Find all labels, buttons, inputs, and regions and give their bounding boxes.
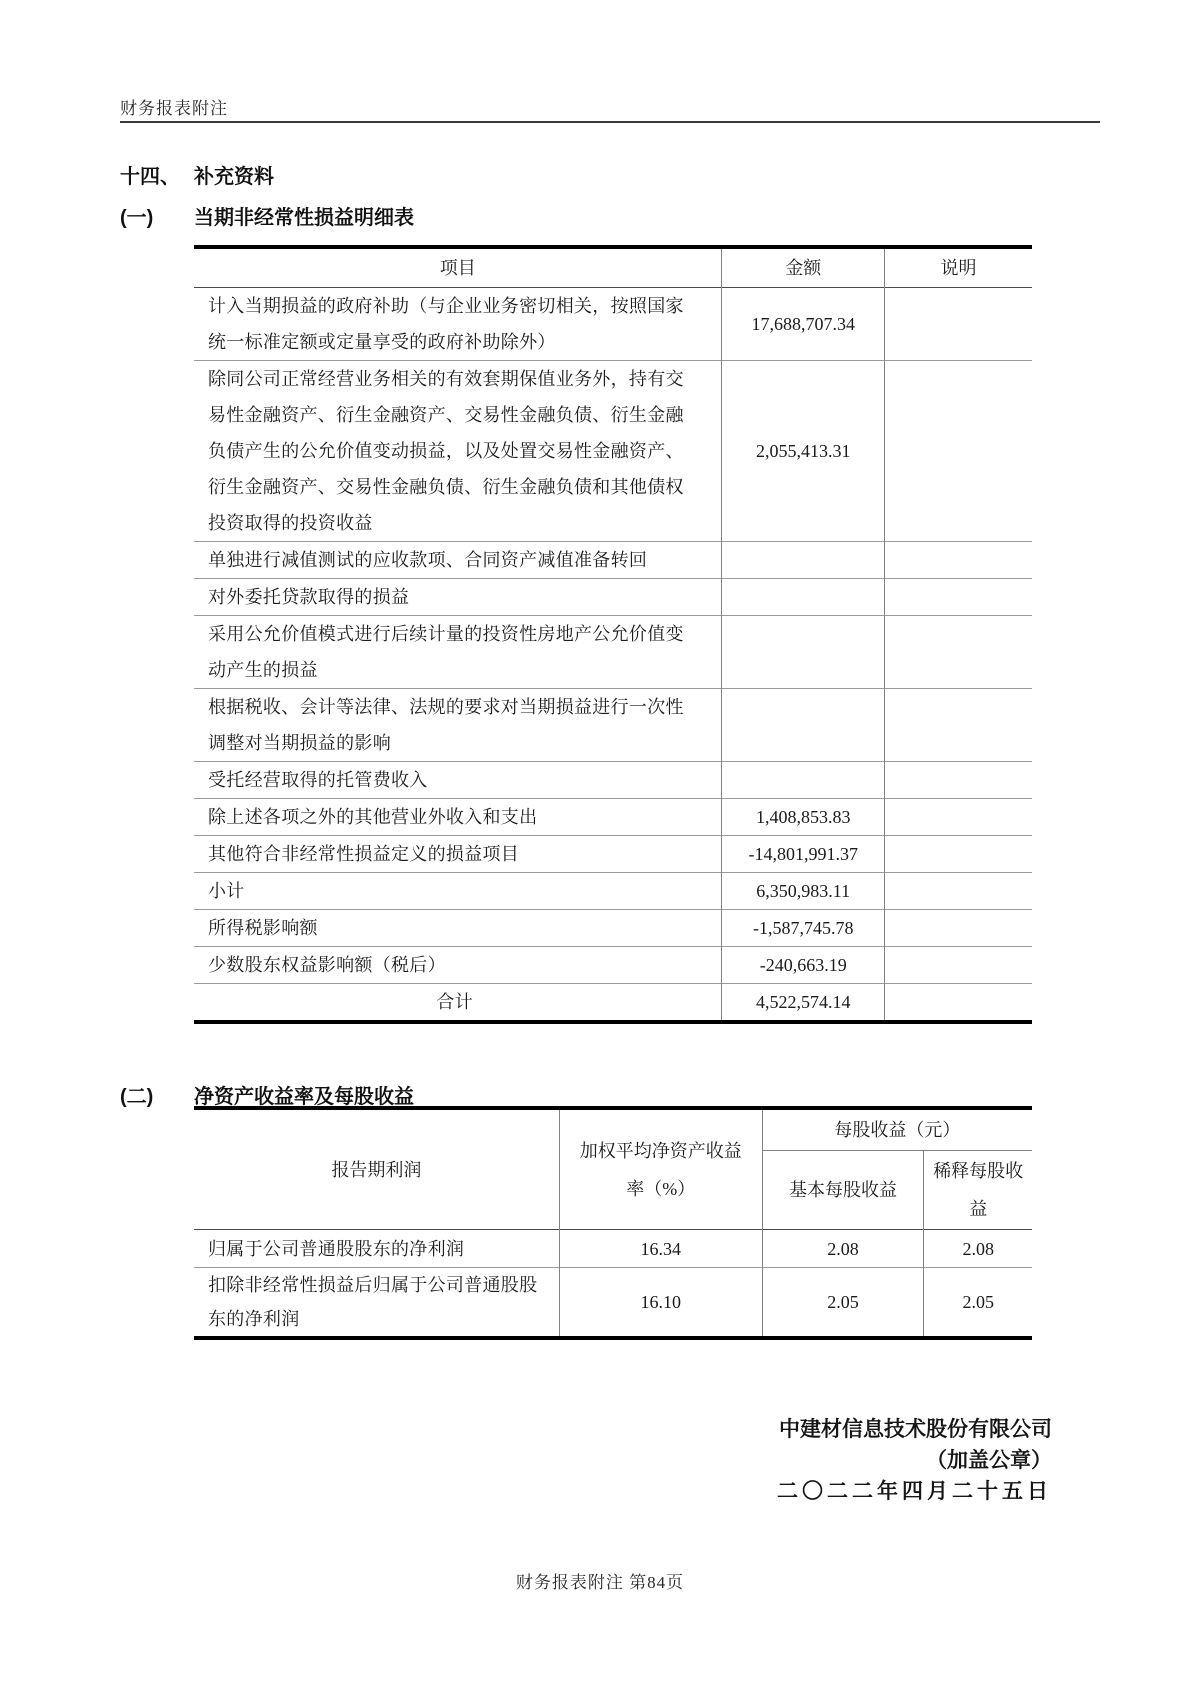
item-cell: 其他符合非经常性损益定义的损益项目 (208, 844, 520, 864)
section-title: 补充资料 (194, 166, 274, 188)
section-heading (120, 160, 274, 189)
note-cell (885, 616, 1033, 689)
item-cell: 所得税影响额 (208, 918, 318, 938)
note-cell (885, 288, 1033, 361)
note-cell (885, 689, 1033, 762)
amount-cell (722, 579, 885, 616)
table2-header-row-1 (194, 1108, 1032, 1151)
amount-cell: -14,801,991.37 (722, 836, 885, 873)
item-cell: 合计 (436, 992, 474, 1012)
subsection-2-title: 净资产收益率及每股收益 (194, 1086, 414, 1108)
amount-cell: 6,350,983.11 (722, 873, 885, 910)
note-cell (885, 799, 1033, 836)
amount-cell (722, 542, 885, 579)
column-header-weighted-roe: 加权平均净资产收益 率（%） (559, 1108, 762, 1230)
amount-cell: 2,055,413.31 (722, 361, 885, 542)
item-cell: 计入当期损益的政府补助（与企业业务密切相关，按照国家统一标准定额或定量享受的政府补助除外） (208, 296, 684, 352)
table-row (194, 1268, 1032, 1339)
column-header-item: 项目 (439, 258, 476, 278)
column-header-diluted-eps: 稀释每股收益 (924, 1151, 1032, 1230)
note-cell (885, 947, 1033, 984)
note-cell (885, 836, 1033, 873)
note-cell (885, 542, 1033, 579)
table-row (194, 689, 1032, 762)
signature-date: 二〇二二年四月二十五日 (777, 1479, 1052, 1503)
header-rule (120, 121, 1100, 123)
page-footer: 财务报表附注 第84页 (515, 1573, 685, 1592)
amount-cell: 1,408,853.83 (722, 799, 885, 836)
total-row (194, 984, 1032, 1023)
diluted-eps-cell: 2.05 (924, 1268, 1032, 1339)
subsection-1-number: (一) (120, 207, 154, 229)
company-name: 中建材信息技术股份有限公司 (779, 1417, 1052, 1441)
column-header-eps-group: 每股收益（元） (762, 1108, 1032, 1151)
subsection-1-title: 当期非经常性损益明细表 (194, 207, 414, 229)
item-cell: 对外委托贷款取得的损益 (208, 587, 410, 607)
table-row (194, 542, 1032, 579)
table-row (194, 1230, 1032, 1268)
table-row (194, 836, 1032, 873)
seal-note: （加盖公章） (926, 1448, 1052, 1472)
column-header-note: 说明 (885, 247, 1033, 288)
subsection-2-number: (二) (120, 1086, 154, 1108)
item-cell: 除上述各项之外的其他营业外收入和支出 (208, 807, 538, 827)
note-cell (885, 579, 1033, 616)
item-cell: 除同公司正常经营业务相关的有效套期保值业务外，持有交易性金融资产、衍生金融资产、交易性金融负债、衍生金融负债产生的公允价值变动损益，以及处置交易性金融资产、衍生金融资产、交易性金融负债、衍生金融负债和其他债权投资取得的投资收益 (208, 369, 684, 533)
note-cell (885, 873, 1033, 910)
item-cell: 小计 (208, 881, 245, 901)
item-cell: 采用公允价值模式进行后续计量的投资性房地产公允价值变动产生的损益 (208, 624, 684, 680)
diluted-eps-cell: 2.08 (924, 1230, 1032, 1268)
section-number: 十四、 (120, 166, 180, 188)
table-row (194, 799, 1032, 836)
table1-header-row (194, 247, 1032, 288)
column-header-basic-eps: 基本每股收益 (762, 1151, 924, 1230)
subtotal-row (194, 873, 1032, 910)
subsection-1-heading (120, 201, 414, 230)
basic-eps-cell: 2.05 (762, 1268, 924, 1339)
note-cell (885, 762, 1033, 799)
item-cell: 扣除非经常性损益后归属于公司普通股股东的净利润 (208, 1275, 538, 1329)
table-row (194, 288, 1032, 361)
table-row (194, 762, 1032, 799)
table-row (194, 947, 1032, 984)
item-cell: 受托经营取得的托管费收入 (208, 770, 428, 790)
amount-cell (722, 616, 885, 689)
amount-cell: 17,688,707.34 (722, 288, 885, 361)
table-row (194, 616, 1032, 689)
table-row (194, 910, 1032, 947)
table-row (194, 361, 1032, 542)
amount-cell (722, 689, 885, 762)
roe-eps-table (194, 1106, 1032, 1340)
subsection-2-heading (120, 1080, 414, 1109)
roe-cell: 16.10 (559, 1268, 762, 1339)
amount-cell: -1,587,745.78 (722, 910, 885, 947)
running-header: 财务报表附注 (120, 99, 228, 118)
signature-block (777, 1414, 1052, 1507)
column-header-profit-period: 报告期利润 (331, 1159, 422, 1180)
item-cell: 归属于公司普通股股东的净利润 (208, 1238, 465, 1259)
item-cell: 根据税收、会计等法律、法规的要求对当期损益进行一次性调整对当期损益的影响 (208, 697, 684, 753)
item-cell: 单独进行减值测试的应收款项、合同资产减值准备转回 (208, 550, 648, 570)
amount-cell (722, 762, 885, 799)
column-header-amount: 金额 (722, 247, 885, 288)
note-cell (885, 361, 1033, 542)
note-cell (885, 910, 1033, 947)
non-recurring-items-table (194, 245, 1032, 1024)
item-cell: 少数股东权益影响额（税后） (208, 955, 446, 975)
amount-cell: -240,663.19 (722, 947, 885, 984)
roe-cell: 16.34 (559, 1230, 762, 1268)
note-cell (885, 984, 1033, 1023)
table-row (194, 579, 1032, 616)
basic-eps-cell: 2.08 (762, 1230, 924, 1268)
amount-cell: 4,522,574.14 (722, 984, 885, 1023)
